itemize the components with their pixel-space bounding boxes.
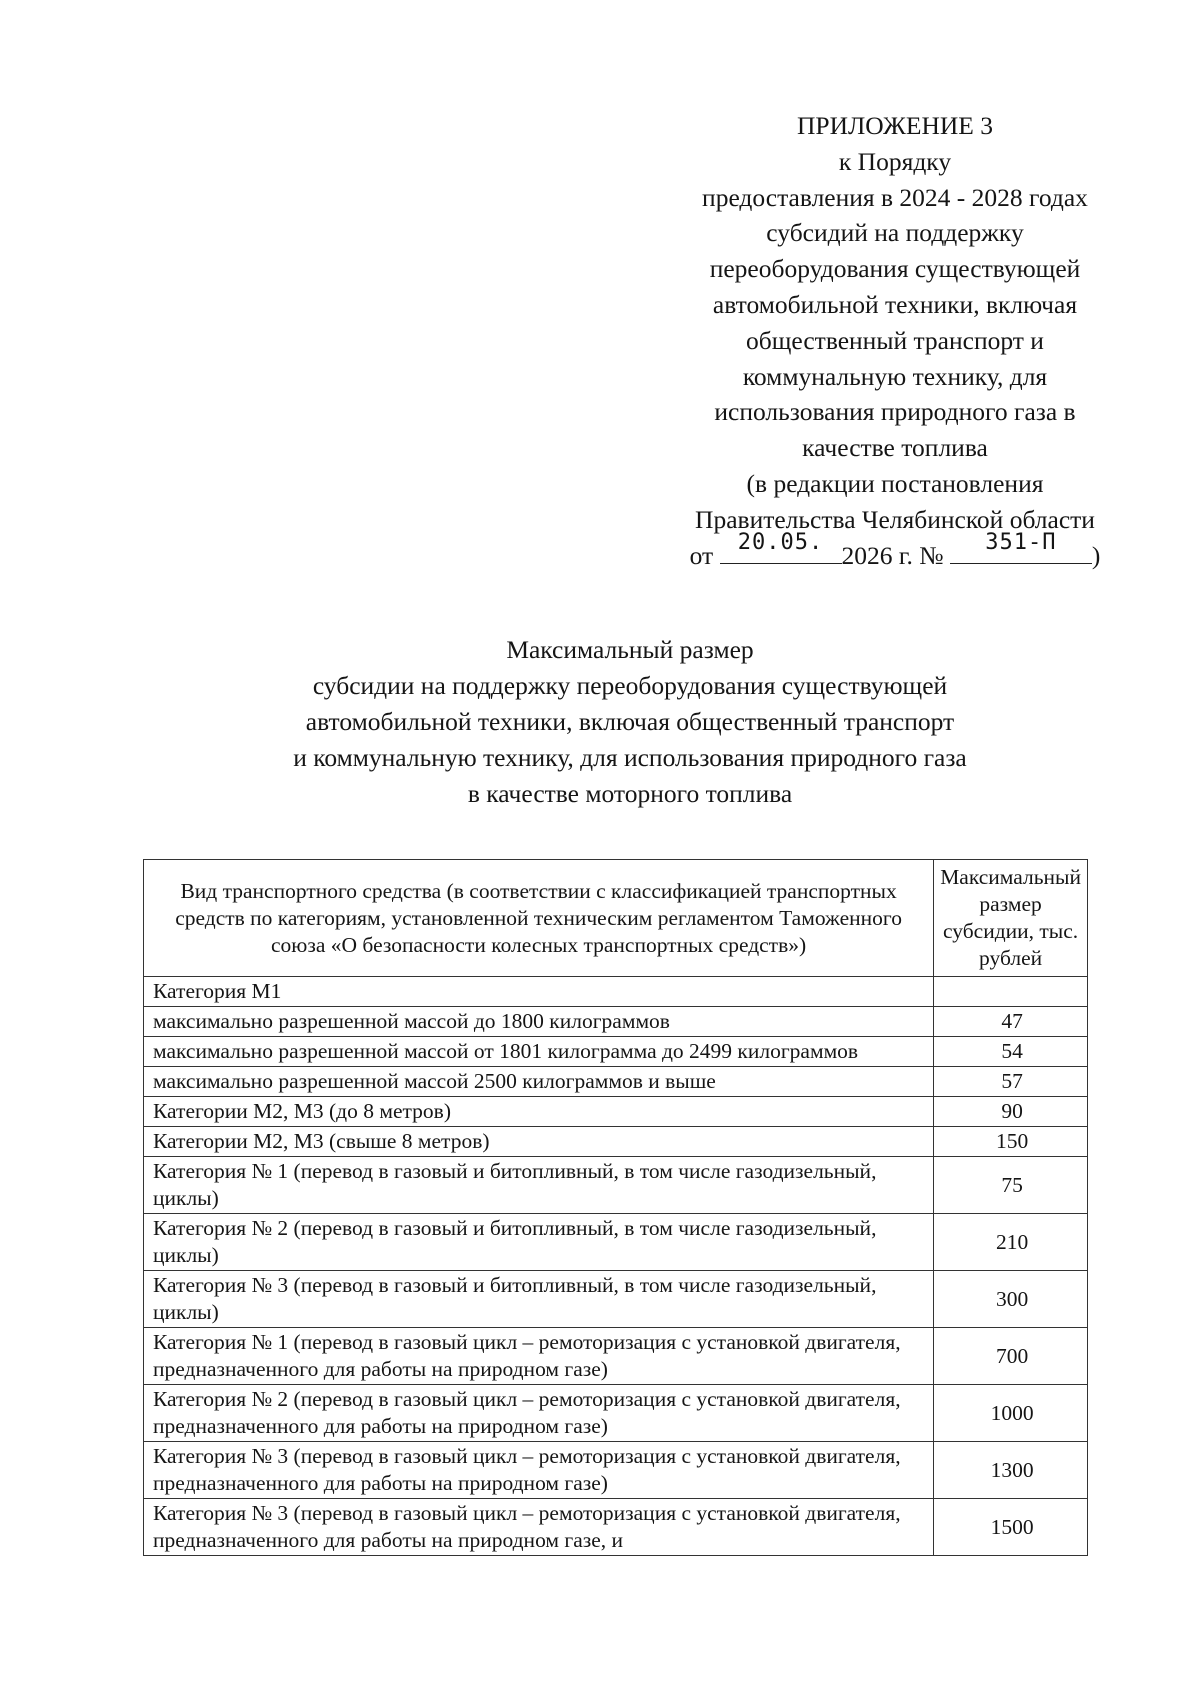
subsidy-value-cell — [934, 977, 1088, 1007]
subsidy-value-cell: 75 — [934, 1157, 1088, 1214]
table-row — [144, 1157, 1088, 1214]
vehicle-type-cell: максимально разрешенной массой от 1801 килограмма до 2499 килограммов — [144, 1037, 934, 1067]
vehicle-type-cell: максимально разрешенной массой до 1800 килограммов — [144, 1007, 934, 1037]
title-line: в качестве моторного топлива — [467, 779, 793, 808]
vehicle-type-cell: Категория № 1 (перевод в газовый и битопливный, в том числе газодизельный, циклы) — [144, 1157, 934, 1214]
document-title — [120, 632, 1140, 812]
appendix-line: субсидий на поддержку — [766, 218, 1024, 248]
subsidy-value-cell: 54 — [934, 1037, 1088, 1067]
header-vehicle-type: Вид транспортного средства (в соответствии с классификацией транспортных средств по категориям, установленной техническим регламентом Таможенного союза «О безопасности колесных транспортных средств») — [144, 860, 934, 977]
vehicle-type-cell: Категория № 1 (перевод в газовый цикл – ремоторизация с установкой двигателя, предназначенного для работы на природном газе) — [144, 1328, 934, 1385]
vehicle-type-cell: Категория № 3 (перевод в газовый цикл – ремоторизация с установкой двигателя, предназначенного для работы на природном газе, и — [144, 1499, 934, 1556]
subsidy-value-cell: 47 — [934, 1007, 1088, 1037]
title-line: Максимальный размер — [506, 635, 754, 664]
appendix-line: предоставления в 2024 - 2028 годах — [702, 182, 1088, 212]
subsidy-value-cell: 150 — [934, 1127, 1088, 1157]
vehicle-type-cell: максимально разрешенной массой 2500 килограммов и выше — [144, 1067, 934, 1097]
table-row — [144, 1328, 1088, 1385]
number-field — [950, 529, 1092, 564]
date-prefix: от — [689, 540, 714, 570]
subsidy-value-cell: 57 — [934, 1067, 1088, 1097]
appendix-line: (в редакции постановления — [746, 468, 1044, 498]
subsidy-value-cell: 1300 — [934, 1442, 1088, 1499]
table-row — [144, 977, 1088, 1007]
appendix-header — [655, 108, 1135, 573]
appendix-line: к Порядку — [838, 146, 952, 176]
appendix-line: ПРИЛОЖЕНИЕ 3 — [796, 111, 994, 140]
table-row — [144, 1097, 1088, 1127]
title-line: автомобильной техники, включая общественный транспорт — [305, 707, 955, 736]
vehicle-type-cell: Категория М1 — [144, 977, 934, 1007]
appendix-line: Правительства Челябинской области — [695, 504, 1095, 534]
subsidy-value-cell: 300 — [934, 1271, 1088, 1328]
appendix-line: общественный транспорт и — [746, 325, 1044, 355]
table-row — [144, 1385, 1088, 1442]
appendix-line: использования природного газа в — [714, 397, 1076, 427]
appendix-line: коммунальную технику, для — [742, 361, 1048, 391]
vehicle-type-cell: Категория № 3 (перевод в газовый цикл – ремоторизация с установкой двигателя, предназначенного для работы на природном газе) — [144, 1442, 934, 1499]
appendix-line: качестве топлива — [802, 433, 988, 463]
title-line: субсидии на поддержку переоборудования существующей — [312, 671, 948, 700]
vehicle-type-cell: Категории М2, М3 (до 8 метров) — [144, 1097, 934, 1127]
table-row — [144, 1127, 1088, 1157]
date-suffix: 2026 г. № — [841, 540, 944, 570]
title-line: и коммунальную технику, для использования природного газа — [293, 743, 967, 772]
table-row — [144, 1499, 1088, 1556]
table-row — [144, 1037, 1088, 1067]
table-row — [144, 1007, 1088, 1037]
vehicle-type-cell: Категория № 2 (перевод в газовый и битопливный, в том числе газодизельный, циклы) — [144, 1214, 934, 1271]
subsidy-value-cell: 700 — [934, 1328, 1088, 1385]
subsidy-value-cell: 210 — [934, 1214, 1088, 1271]
subsidy-table — [143, 859, 1088, 1556]
table-header-row — [144, 860, 1088, 977]
appendix-line: переоборудования существующей — [709, 254, 1081, 284]
appendix-line: автомобильной техники, включая — [712, 289, 1078, 319]
vehicle-type-cell: Категории М2, М3 (свыше 8 метров) — [144, 1127, 934, 1157]
subsidy-value-cell: 1500 — [934, 1499, 1088, 1556]
vehicle-type-cell: Категория № 2 (перевод в газовый цикл – ремоторизация с установкой двигателя, предназначенного для работы на природном газе) — [144, 1385, 934, 1442]
handwritten-date: 20.05. — [737, 529, 824, 555]
table-row — [144, 1442, 1088, 1499]
vehicle-type-cell: Категория № 3 (перевод в газовый и битопливный, в том числе газодизельный, циклы) — [144, 1271, 934, 1328]
decree-date-line — [655, 529, 1135, 574]
table-row — [144, 1067, 1088, 1097]
table-row — [144, 1214, 1088, 1271]
subsidy-value-cell: 90 — [934, 1097, 1088, 1127]
header-max-subsidy: Максимальный размер субсидии, тыс. рублей — [934, 860, 1088, 977]
date-field — [720, 529, 842, 564]
handwritten-number: 351-П — [985, 529, 1057, 555]
closing-paren: ) — [1091, 540, 1101, 570]
subsidy-value-cell: 1000 — [934, 1385, 1088, 1442]
table-row — [144, 1271, 1088, 1328]
